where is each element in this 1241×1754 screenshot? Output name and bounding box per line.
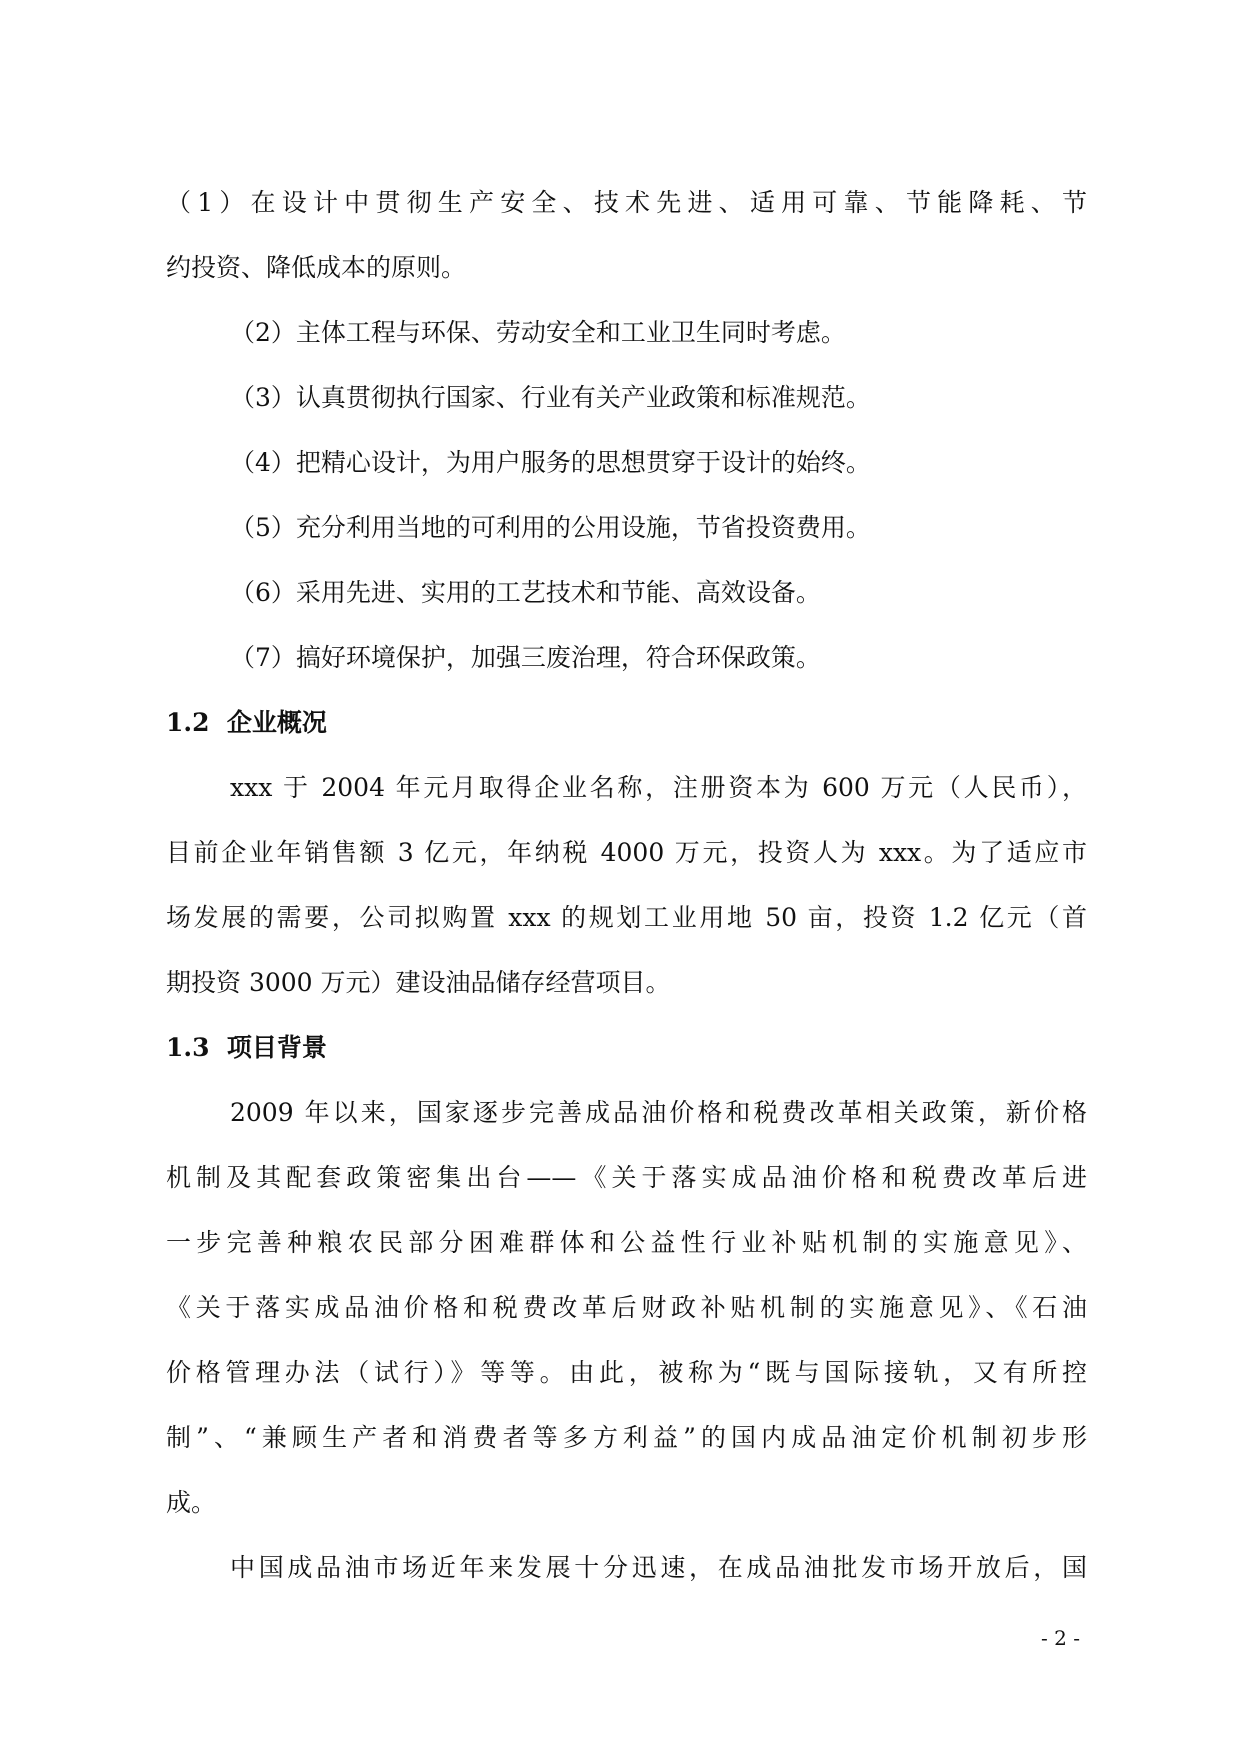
principle-1-line-1: （1）在设计中贯彻生产安全、技术先进、适用可靠、节能降耗、节 (166, 188, 1087, 217)
principle-3: （3）认真贯彻执行国家、行业有关产业政策和标准规范。 (230, 383, 871, 412)
principle-1-line-2: 约投资、降低成本的原则。 (166, 253, 467, 282)
company-overview-line-1: xxx 于 2004 年元月取得企业名称，注册资本为 600 万元（人民币）， (230, 773, 1087, 802)
page-number: - 2 - (1041, 1626, 1080, 1650)
project-background-line-7: 成。 (166, 1488, 217, 1517)
company-overview-line-3: 场发展的需要，公司拟购置 xxx 的规划工业用地 50 亩，投资 1.2 亿元（首 (166, 903, 1087, 932)
project-background-line-6: 制”、“兼顾生产者和消费者等多方利益”的国内成品油定价机制初步形 (166, 1423, 1087, 1452)
company-overview-line-4: 期投资 3000 万元）建设油品储存经营项目。 (166, 968, 671, 997)
principle-2: （2）主体工程与环保、劳动安全和工业卫生同时考虑。 (230, 318, 846, 347)
company-overview-line-2: 目前企业年销售额 3 亿元，年纳税 4000 万元，投资人为 xxx。为了适应市 (166, 838, 1087, 867)
section-heading-company-overview: 1.2 企业概况 (166, 708, 327, 737)
project-background-line-5: 价格管理办法（试行）》等等。由此，被称为“既与国际接轨，又有所控 (166, 1358, 1087, 1387)
project-background-line-1: 2009 年以来，国家逐步完善成品油价格和税费改革相关政策，新价格 (230, 1098, 1087, 1127)
principle-4: （4）把精心设计，为用户服务的思想贯穿于设计的始终。 (230, 448, 871, 477)
market-paragraph-line-1: 中国成品油市场近年来发展十分迅速，在成品油批发市场开放后，国 (230, 1553, 1087, 1582)
principle-6: （6）采用先进、实用的工艺技术和节能、高效设备。 (230, 578, 821, 607)
section-heading-project-background: 1.3 项目背景 (166, 1033, 327, 1062)
principle-7: （7）搞好环境保护，加强三废治理，符合环保政策。 (230, 643, 821, 672)
project-background-line-4: 《关于落实成品油价格和税费改革后财政补贴机制的实施意见》、《石油 (166, 1293, 1087, 1322)
principle-5: （5）充分利用当地的可利用的公用设施，节省投资费用。 (230, 513, 871, 542)
project-background-line-3: 一步完善种粮农民部分困难群体和公益性行业补贴机制的实施意见》、 (166, 1228, 1087, 1257)
project-background-line-2: 机制及其配套政策密集出台——《关于落实成品油价格和税费改革后进 (166, 1163, 1087, 1192)
